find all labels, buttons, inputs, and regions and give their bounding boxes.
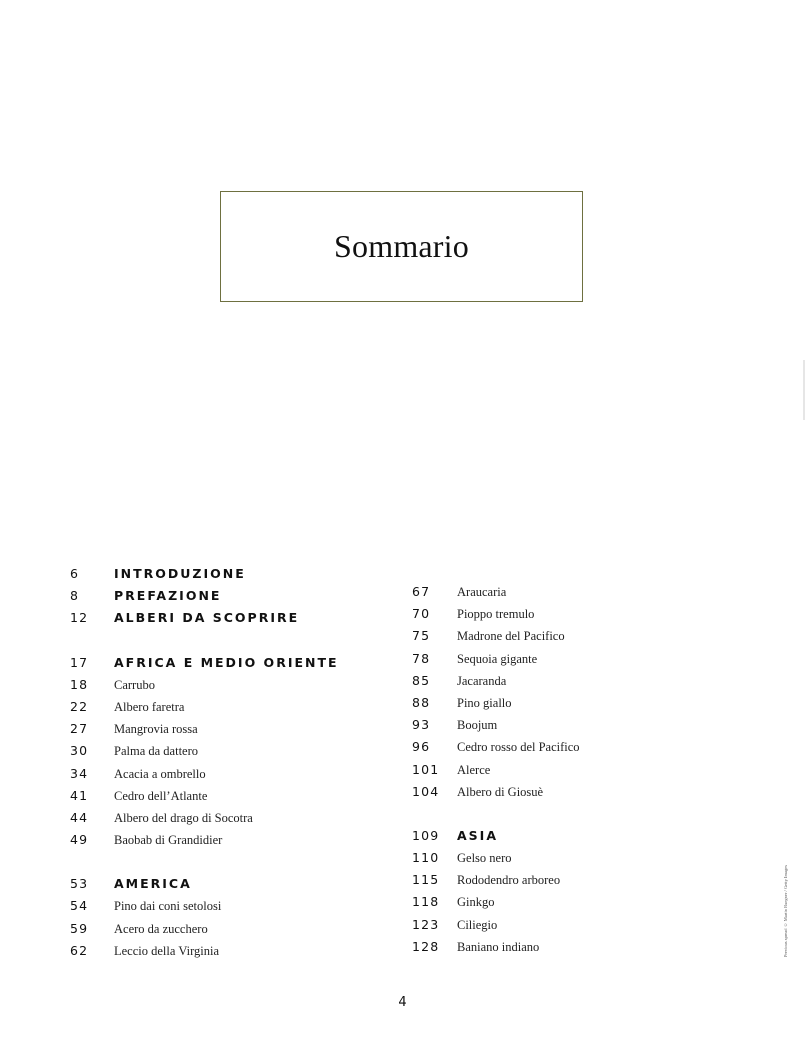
toc-entry-title: Baniano indiano [457, 939, 540, 954]
toc-page-number: 110 [412, 850, 440, 866]
toc-page-number: 49 [70, 832, 89, 848]
toc-entry [412, 872, 712, 894]
toc-entry [412, 762, 712, 784]
toc-entry [412, 739, 712, 761]
toc-entry [70, 832, 370, 854]
toc-entry [70, 921, 370, 943]
toc-page-number: 104 [412, 783, 440, 799]
toc-group [70, 655, 370, 855]
toc-page-number: 85 [412, 672, 431, 688]
toc-entry [412, 651, 712, 673]
toc-entry [412, 784, 712, 806]
toc-entry [412, 939, 712, 961]
toc-page-number: 8 [70, 588, 80, 604]
toc-section-entry [70, 655, 370, 677]
toc-entry-title: Pino giallo [457, 695, 512, 710]
toc-section-title: ALBERI DA SCOPRIRE [114, 610, 300, 626]
toc-entry-title: Madrone del Pacifico [457, 629, 565, 644]
toc-entry [412, 917, 712, 939]
toc-entry-title: Pioppo tremulo [457, 607, 535, 622]
toc-page-number: 62 [70, 942, 89, 958]
toc-page-number: 118 [412, 894, 440, 910]
toc-entry [70, 743, 370, 765]
toc-column-left [70, 566, 370, 987]
toc-page-number: 18 [70, 676, 89, 692]
toc-section-entry [70, 566, 370, 588]
toc-group [412, 828, 712, 961]
toc-section-title: ASIA [457, 827, 499, 843]
toc-entry [412, 695, 712, 717]
toc-entry-title: Palma da dattero [114, 744, 198, 759]
toc-entry [412, 894, 712, 916]
toc-column-right [412, 584, 712, 983]
toc-page-number: 75 [412, 628, 431, 644]
toc-section-entry [412, 828, 712, 850]
toc-entry-title: Baobab di Grandidier [114, 833, 223, 848]
toc-entry-title: Acacia a ombrello [114, 766, 206, 781]
toc-entry-title: Albero del drago di Socotra [114, 810, 253, 825]
toc-entry-title: Mangrovia rossa [114, 722, 198, 737]
toc-page-number: 70 [412, 606, 431, 622]
toc-entry-title: Rododendro arboreo [457, 873, 561, 888]
toc-entry-title: Albero di Giosuè [457, 784, 544, 799]
toc-entry-title: Jacaranda [457, 673, 507, 688]
toc-entry-title: Acero da zucchero [114, 921, 208, 936]
toc-page-number: 67 [412, 584, 431, 599]
toc-entry-title: Araucaria [457, 585, 507, 599]
toc-entry [412, 717, 712, 739]
toc-group [70, 876, 370, 965]
toc-entry [412, 584, 712, 606]
toc-page-number: 78 [412, 650, 431, 666]
toc-page-number: 22 [70, 698, 89, 714]
toc-entry-title: Boojum [457, 718, 498, 733]
toc-entry [412, 850, 712, 872]
toc-entry-title: Leccio della Virginia [114, 943, 219, 958]
toc-section-entry [70, 588, 370, 610]
toc-entry [412, 606, 712, 628]
toc-entry-title: Carrubo [114, 677, 155, 692]
toc-section-title: AMERICA [114, 876, 192, 892]
toc-page-number: 44 [70, 809, 89, 825]
toc-entry-title: Gelso nero [457, 851, 512, 866]
toc-page-number: 6 [70, 566, 80, 581]
toc-section-entry [70, 876, 370, 898]
toc-page-number: 123 [412, 916, 440, 932]
toc-page-number: 54 [70, 898, 89, 914]
toc-page-number: 17 [70, 654, 89, 670]
toc-entry-title: Albero faretra [114, 699, 185, 714]
toc-page-number: 96 [412, 739, 431, 755]
toc-page-number: 59 [70, 920, 89, 936]
toc-entry [70, 943, 370, 965]
title-frame [220, 191, 583, 302]
toc-page-number: 128 [412, 938, 440, 954]
toc-page-number: 30 [70, 743, 89, 759]
toc-entry [70, 699, 370, 721]
toc-entry-title: Cedro rosso del Pacifico [457, 740, 580, 755]
toc-page-number: 53 [70, 876, 89, 892]
toc-section-entry [70, 610, 370, 632]
toc-entry [70, 721, 370, 743]
toc-page-number: 12 [70, 610, 89, 626]
toc-entry [70, 766, 370, 788]
toc-entry [70, 677, 370, 699]
toc-entry-title: Alerce [457, 762, 491, 777]
toc-entry-title: Pino dai coni setolosi [114, 899, 222, 914]
toc-entry [70, 788, 370, 810]
toc-page-number: 34 [70, 765, 89, 781]
toc-page-number: 101 [412, 761, 440, 777]
toc-page-number: 27 [70, 721, 89, 737]
toc-page-number: 88 [412, 694, 431, 710]
toc-group [412, 584, 712, 806]
toc-page-number: 109 [412, 827, 440, 843]
toc-entry [70, 810, 370, 832]
toc-entry-title: Sequoia gigante [457, 651, 538, 666]
photo-credit: Previous spread © Martin Ruegner / Getty Images [783, 865, 788, 958]
toc-entry-title: Cedro dell’Atlante [114, 788, 208, 803]
toc-entry [412, 628, 712, 650]
toc-page-number: 41 [70, 787, 89, 803]
page-number: 4 [398, 995, 407, 1010]
page-title: Sommario [334, 228, 469, 264]
toc-page-number: 115 [412, 872, 440, 888]
toc-section-title: PREFAZIONE [114, 588, 222, 604]
toc-entry-title: Ginkgo [457, 895, 495, 910]
toc-group [70, 566, 370, 633]
toc-section-title: AFRICA E MEDIO ORIENTE [114, 654, 339, 670]
toc-entry [70, 898, 370, 920]
toc-page-number: 93 [412, 717, 431, 733]
toc-section-title: INTRODUZIONE [114, 566, 246, 581]
toc-entry-title: Ciliegio [457, 917, 498, 932]
toc-entry [412, 673, 712, 695]
